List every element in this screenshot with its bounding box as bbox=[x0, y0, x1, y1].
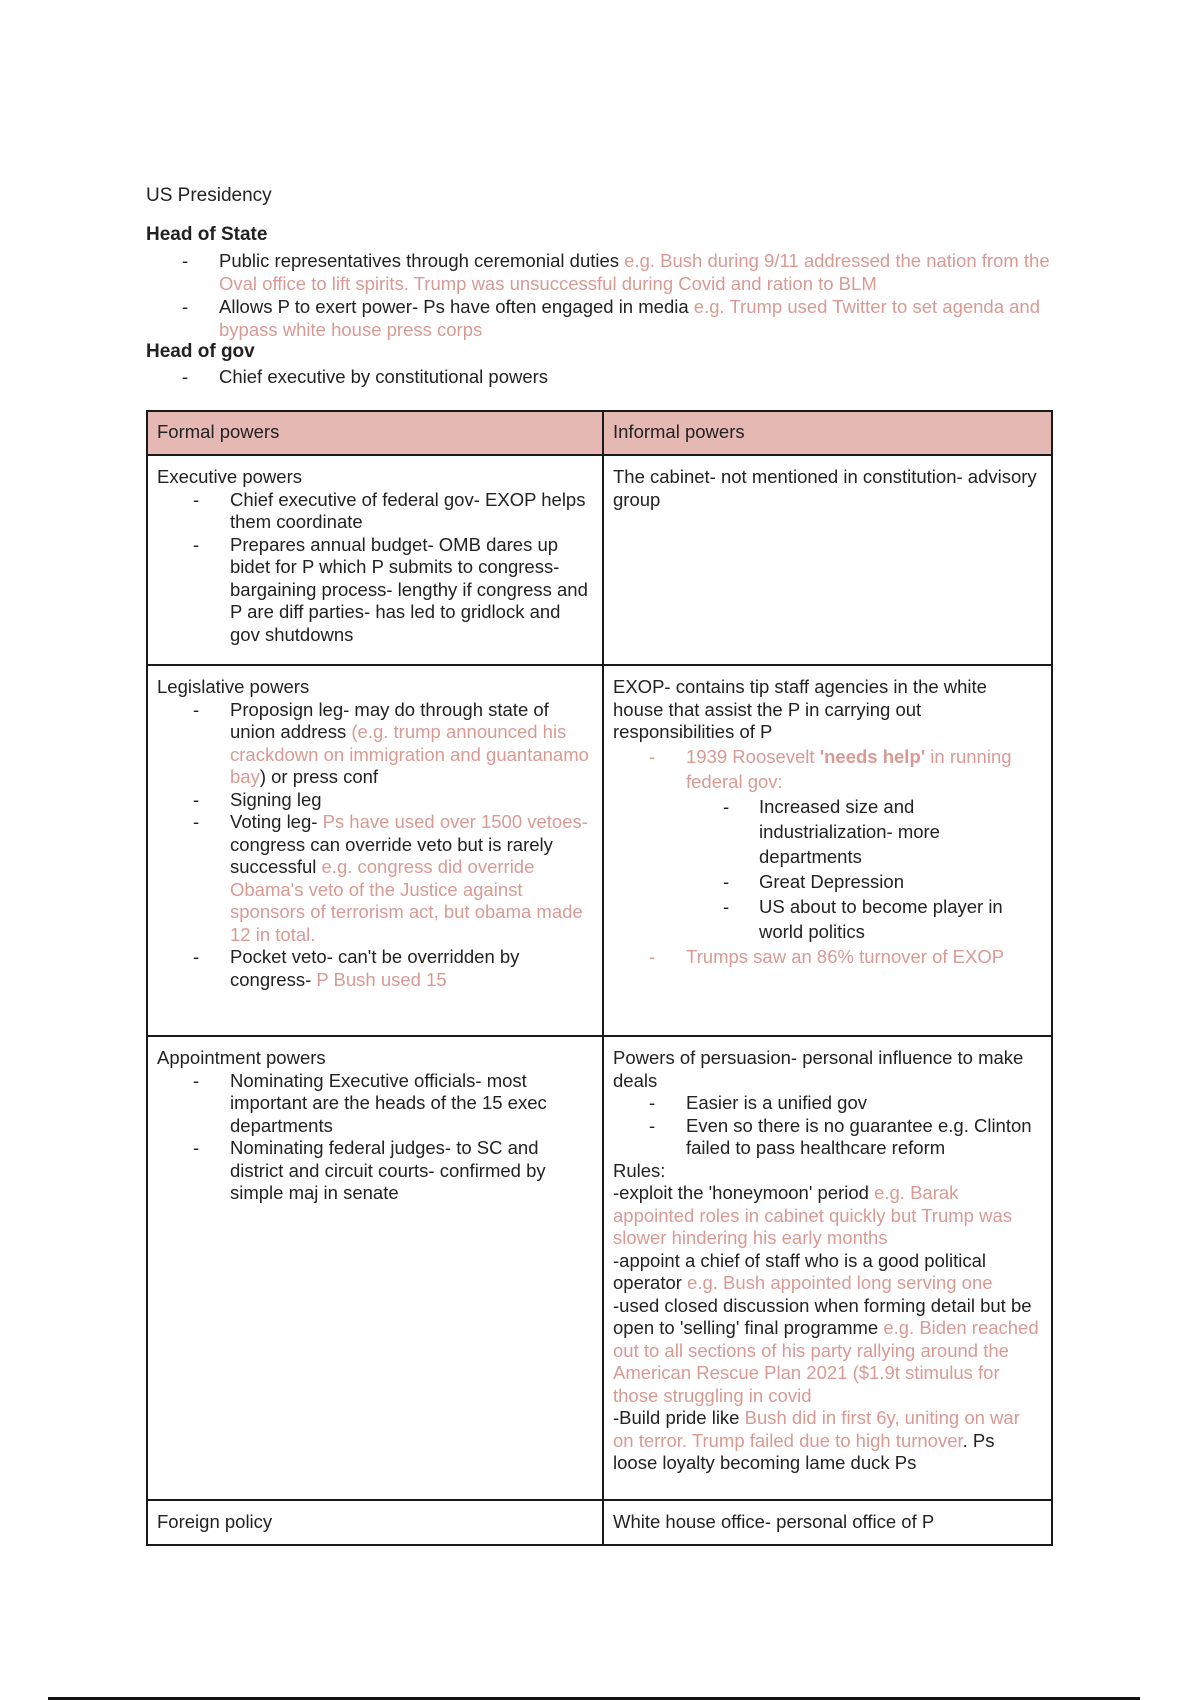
formal-cell bbox=[147, 1036, 603, 1500]
rule-item bbox=[613, 1182, 1042, 1250]
rule-text: -exploit the 'honeymoon' period bbox=[613, 1182, 875, 1203]
bullet-text: Chief executive by constitutional powers bbox=[219, 366, 549, 387]
head-of-gov-list bbox=[146, 365, 1066, 388]
example-text-bold: 'needs help' bbox=[819, 745, 926, 767]
table-header-row bbox=[147, 411, 1052, 455]
list-item bbox=[146, 365, 1066, 388]
rule-text: -Build pride like bbox=[613, 1407, 745, 1428]
formal-cell bbox=[147, 455, 603, 665]
list-item: - US about to become player in world politics bbox=[613, 894, 1042, 944]
list-item: - Nominating federal judges- to SC and district and circuit courts- confirmed by simple maj in senate bbox=[157, 1137, 593, 1205]
cell-list bbox=[613, 944, 1042, 969]
informal-cell bbox=[603, 665, 1052, 1036]
cell-text: EXOP- contains tip staff agencies in the white house that assist the P in carrying out responsibilities of P bbox=[613, 676, 987, 742]
example-text: e.g. Bush during 9/11 addressed the nation from the Oval office to lift spirits. Trump was unsuccessful during Covid and ration to BLM bbox=[219, 250, 1050, 294]
list-item bbox=[146, 249, 1066, 295]
rule-item bbox=[613, 1295, 1042, 1408]
bullet-text: Allows P to exert power- Ps have often engaged in media bbox=[219, 296, 694, 317]
example-text: e.g. Biden reached out to all sections of his party rallying around the American Rescue Plan 2021 ($1.9t stimulus for those struggling in covid bbox=[613, 1317, 1039, 1406]
head-of-state-list bbox=[146, 249, 1066, 341]
list-item: - Increased size and industrialization- more departments bbox=[613, 794, 1042, 869]
list-item bbox=[157, 946, 593, 991]
rule-item bbox=[613, 1250, 1042, 1295]
example-text: P Bush used 15 bbox=[316, 968, 447, 990]
example-text: in running federal gov: bbox=[686, 745, 1012, 792]
cell-list bbox=[157, 489, 593, 647]
table-row bbox=[147, 1500, 1052, 1545]
rules-label: Rules: bbox=[613, 1159, 666, 1181]
bullet-text: congress can override veto but is rarely successful bbox=[230, 833, 553, 877]
cell-text: Powers of persuasion- personal influence to make deals bbox=[613, 1047, 1024, 1091]
cell-title: Appointment powers bbox=[157, 1047, 326, 1068]
list-item bbox=[157, 699, 593, 789]
rule-item bbox=[613, 1407, 1042, 1475]
list-item: - Prepares annual budget- OMB dares up bidet for P which P submits to congress- bargaining process- lengthy if congress and P are diff parties- has led to gridlock and gov shutdowns bbox=[157, 534, 593, 647]
header-formal-powers: Formal powers bbox=[147, 411, 603, 455]
example-text: e.g. Trump used Twitter to set agenda and bypass white house press corps bbox=[219, 296, 1041, 340]
example-text: Bush did in first 6y, uniting on war on terror. Trump failed due to high turnover bbox=[613, 1407, 1020, 1451]
cell-list bbox=[157, 1070, 593, 1205]
rule-text: . Ps loose loyalty becoming lame duck Ps bbox=[613, 1429, 995, 1473]
list-item: - Easier is a unified gov bbox=[613, 1092, 1042, 1115]
header-informal-powers: Informal powers bbox=[603, 411, 1052, 455]
informal-cell bbox=[603, 1500, 1052, 1545]
cell-list bbox=[613, 744, 1042, 794]
bullet-text: Pocket veto- can't be overridden by congress- bbox=[230, 946, 520, 990]
cell-title: Foreign policy bbox=[157, 1511, 273, 1532]
table-row bbox=[147, 1036, 1052, 1500]
example-text: e.g. Barak appointed roles in cabinet quickly but Trump was slower hindering his early months bbox=[613, 1182, 1012, 1248]
cell-list bbox=[157, 699, 593, 992]
bullet-text: Voting leg- bbox=[230, 811, 323, 832]
list-item: - Even so there is no guarantee e.g. Clinton failed to pass healthcare reform bbox=[613, 1115, 1042, 1160]
cell-text: The cabinet- not mentioned in constitution- advisory group bbox=[613, 466, 1037, 510]
list-item: - Signing leg bbox=[157, 789, 593, 812]
table-row bbox=[147, 665, 1052, 1036]
informal-cell bbox=[603, 455, 1052, 665]
list-item bbox=[157, 811, 593, 946]
bullet-text: Proposign leg- may do through state of union address bbox=[230, 698, 549, 742]
list-item bbox=[146, 295, 1066, 341]
powers-table bbox=[146, 410, 1053, 1546]
formal-cell bbox=[147, 1500, 603, 1545]
example-text: e.g. congress did override Obama's veto of the Justice against sponsors of terrorism act, but obama made 12 in total. bbox=[230, 856, 583, 945]
example-text: 1939 Roosevelt bbox=[686, 745, 820, 767]
cell-list bbox=[613, 1092, 1042, 1160]
cell-title: Legislative powers bbox=[157, 676, 310, 697]
bullet-text: Public representatives through ceremonial duties bbox=[219, 250, 625, 271]
list-item: - Chief executive of federal gov- EXOP helps them coordinate bbox=[157, 489, 593, 534]
informal-cell bbox=[603, 1036, 1052, 1500]
heading-head-of-state: Head of State bbox=[146, 224, 268, 245]
nested-list bbox=[613, 794, 1042, 944]
rule-text: -appoint a chief of staff who is a good political operator bbox=[613, 1249, 986, 1293]
list-item bbox=[613, 744, 1042, 794]
cell-text: White house office- personal office of P bbox=[613, 1511, 935, 1532]
formal-cell bbox=[147, 665, 603, 1036]
page-title: US Presidency bbox=[146, 185, 272, 206]
example-text: Ps have used over 1500 vetoes- bbox=[322, 811, 588, 832]
list-item: - Great Depression bbox=[613, 869, 1042, 894]
example-text: e.g. Bush appointed long serving one bbox=[687, 1272, 993, 1293]
rule-text: -used closed discussion when forming detail but be open to 'selling' final programme bbox=[613, 1294, 1032, 1338]
heading-head-of-gov: Head of gov bbox=[146, 341, 255, 362]
bullet-text: ) or press conf bbox=[259, 766, 379, 787]
list-item: - Nominating Executive officials- most important are the heads of the 15 exec departments bbox=[157, 1070, 593, 1138]
list-item: - Trumps saw an 86% turnover of EXOP bbox=[613, 944, 1042, 969]
cell-title: Executive powers bbox=[157, 466, 302, 487]
example-text: (e.g. trump announced his crackdown on immigration and guantanamo bay bbox=[230, 721, 589, 787]
table-row bbox=[147, 455, 1052, 665]
